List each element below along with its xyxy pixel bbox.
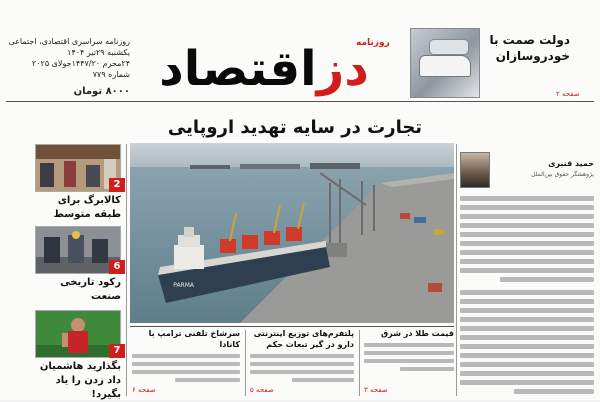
side-story-2[interactable] [35,226,121,306]
bottom-rule [130,326,454,327]
page-ref: صفحه ۲ [556,90,580,98]
bottom-story-2[interactable] [250,328,354,400]
opinion-body-continued [460,290,594,396]
page-number-badge: 2 [109,178,125,192]
price: ۸۰۰۰ تومان [73,86,130,97]
page-number-badge: 6 [109,260,125,274]
bottom-story-page: صفحه ۳ [364,386,388,394]
page-number-badge: 7 [109,344,125,358]
issue-line: یکشنبه ۲۹تیر ۱۴۰۴ [67,48,130,57]
author-role: پژوهشگر حقوق بین‌الملل [531,171,594,178]
masthead [0,0,600,104]
side-story-title: رکود تاریخی صنعت [60,277,121,302]
port-illustration [130,143,454,323]
main-photo-port [130,143,454,323]
issue-line: شماره ۷۷۹ [92,70,130,79]
bottom-story-title: قیمت طلا در شرق [380,329,454,338]
masthead-rule [6,101,594,102]
author-photo [460,152,490,188]
side-story-title: بگذارید هاشمیان داد زدن را یاد بگیرد! [39,361,121,400]
column-separator [359,330,360,396]
issue-line: روزنامه سراسری اقتصادی، اجتماعی [8,37,130,46]
bottom-story-title: پلتفرم‌های توزیع اینترنتی دارو در گیر تبعات حکم [253,329,354,349]
logo-red-part: دز [316,41,369,97]
logo-tag: روزنامه [356,38,390,48]
promo-image [410,28,480,98]
side-story-3[interactable] [35,310,121,400]
opinion-column[interactable] [460,144,594,400]
promo-box[interactable] [410,22,570,102]
bottom-story-title: سرشاخ تلفنی ترامپ با کانادا [148,329,240,349]
bottom-story-3[interactable] [132,328,240,400]
promo-title: دولت صمت با خودروسازان [489,33,570,63]
issue-line: ۲۴محرم ۱۴۴۷/۲۰جولای ۲۰۲۵ [31,59,130,68]
bottom-story-page: صفحه ۵ [250,386,274,394]
column-separator [456,144,457,396]
main-headline[interactable]: تجارت در سایه تهدید اروپایی [167,117,423,138]
opinion-body [460,196,594,286]
newspaper-logo[interactable] [126,38,402,100]
bottom-story-page: صفحه ۶ [132,386,156,394]
side-story-title: کالابرگ برای طبقه متوسط [53,195,121,220]
column-separator [126,144,127,396]
author-name: حمید قنبری [548,159,594,168]
author-box [460,148,594,192]
ship-name-label: PARMA [173,282,194,289]
column-separator [245,330,246,396]
side-story-1[interactable] [35,144,121,224]
logo-black-part: اقتصاد [159,41,317,97]
issue-info [8,36,130,97]
bottom-story-1[interactable] [364,328,454,400]
